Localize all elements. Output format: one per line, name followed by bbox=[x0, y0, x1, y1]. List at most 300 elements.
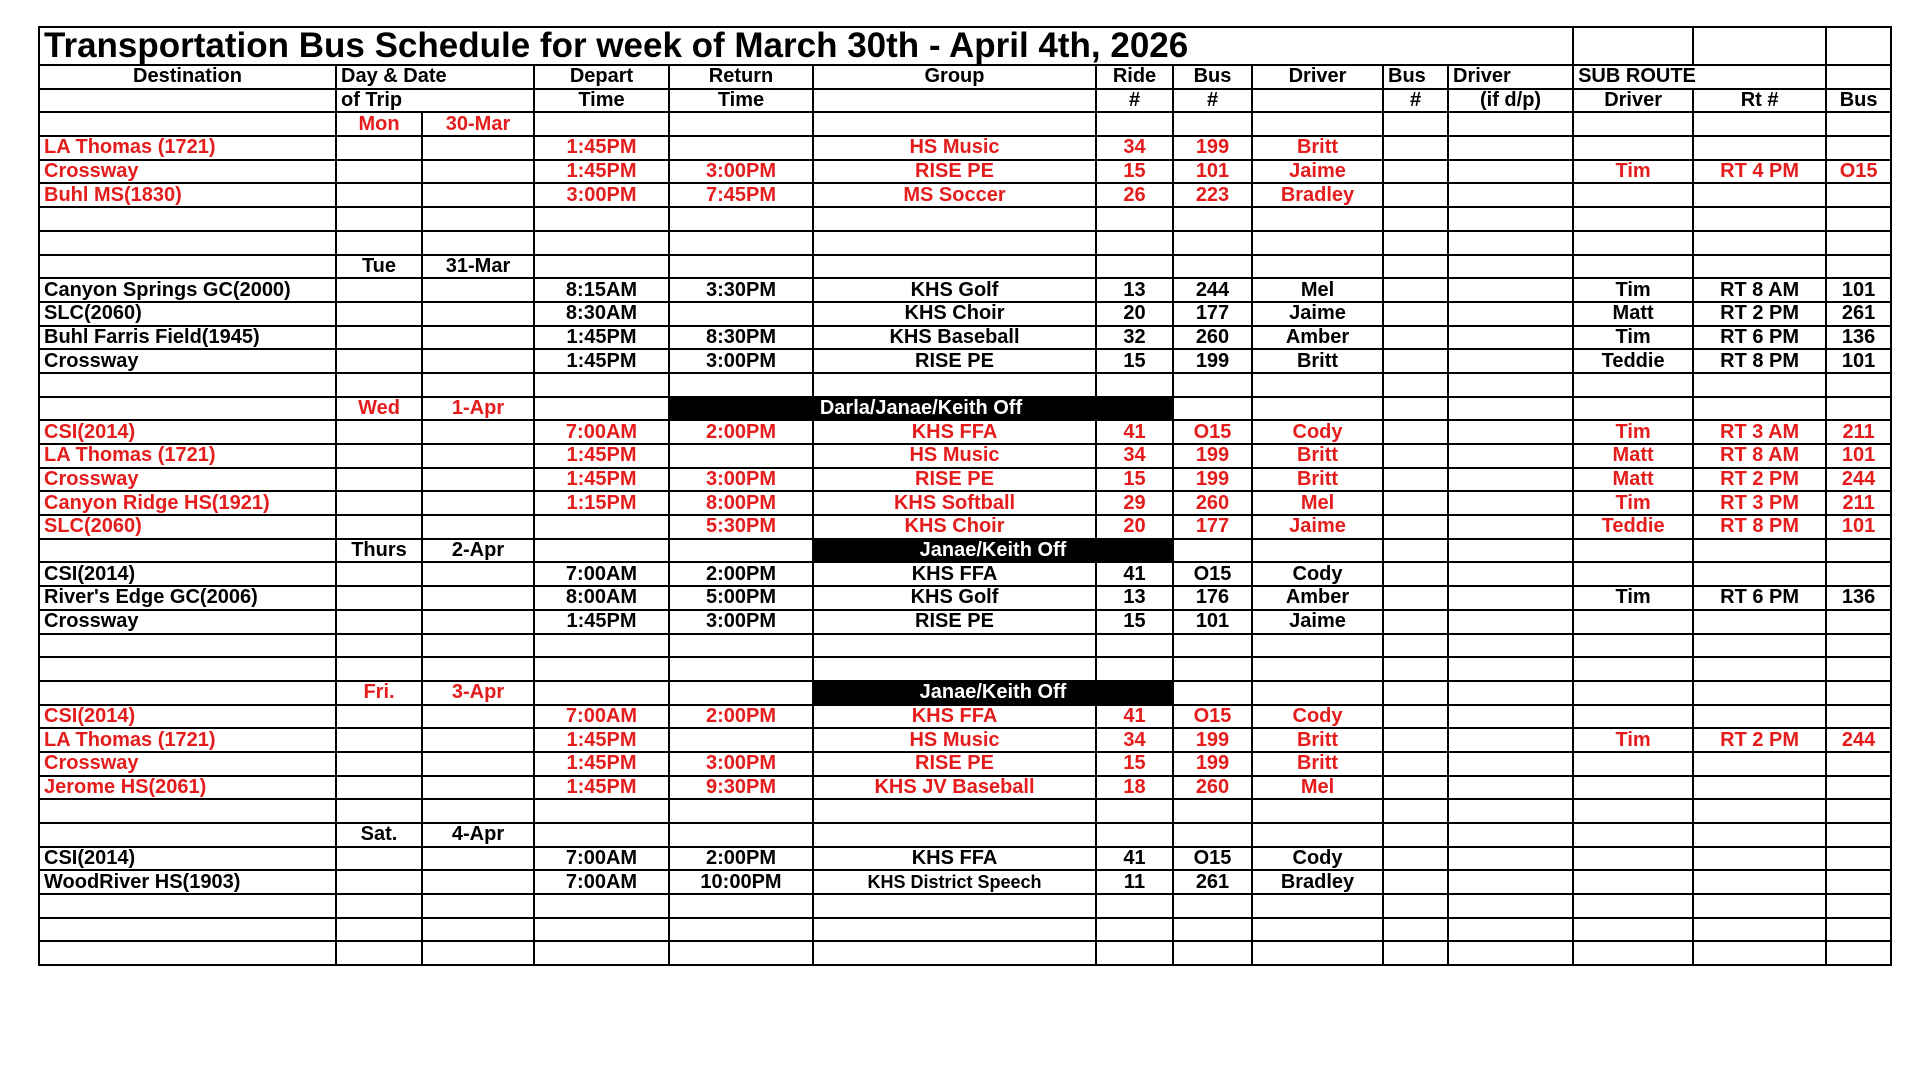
header-sub-bus: Bus bbox=[1826, 89, 1891, 113]
driver2-cell bbox=[1448, 468, 1573, 492]
empty-cell bbox=[1383, 681, 1448, 705]
empty-cell bbox=[336, 326, 422, 350]
empty-cell bbox=[1383, 823, 1448, 847]
driver2-cell bbox=[1448, 870, 1573, 894]
depart-time-cell: 1:45PM bbox=[534, 444, 669, 468]
ride-count-cell: 29 bbox=[1096, 491, 1173, 515]
empty-cell bbox=[1826, 681, 1891, 705]
blank-row bbox=[39, 894, 1891, 918]
driver-cell: Mel bbox=[1252, 278, 1383, 302]
sub-driver-cell bbox=[1573, 776, 1693, 800]
sub-bus-cell bbox=[1826, 752, 1891, 776]
ride-count-cell: 15 bbox=[1096, 610, 1173, 634]
sub-driver-cell bbox=[1573, 752, 1693, 776]
return-time-cell: 7:45PM bbox=[669, 183, 813, 207]
empty-cell bbox=[1096, 941, 1173, 965]
empty-cell bbox=[1693, 823, 1826, 847]
trip-row bbox=[39, 468, 1891, 492]
empty-cell bbox=[1448, 373, 1573, 397]
depart-time-cell: 8:30AM bbox=[534, 302, 669, 326]
driver-cell: Britt bbox=[1252, 728, 1383, 752]
driver2-cell bbox=[1448, 705, 1573, 729]
empty-cell bbox=[336, 847, 422, 871]
day-label: Mon bbox=[336, 112, 422, 136]
ride-count-cell: 15 bbox=[1096, 468, 1173, 492]
trip-row bbox=[39, 491, 1891, 515]
sub-route-cell: RT 6 PM bbox=[1693, 326, 1826, 350]
bus-number-cell: 176 bbox=[1173, 586, 1252, 610]
header-bus2: Bus bbox=[1383, 65, 1448, 89]
empty-cell bbox=[1826, 894, 1891, 918]
ride-count-cell: 15 bbox=[1096, 160, 1173, 184]
staff-off-banner: Darla/Janae/Keith Off bbox=[669, 397, 1173, 421]
bus-number-cell: O15 bbox=[1173, 562, 1252, 586]
empty-cell bbox=[669, 918, 813, 942]
bus2-cell bbox=[1383, 136, 1448, 160]
sub-route-cell: RT 8 PM bbox=[1693, 349, 1826, 373]
destination-cell: Buhl Farris Field(1945) bbox=[39, 326, 336, 350]
return-time-cell: 5:30PM bbox=[669, 515, 813, 539]
bus2-cell bbox=[1383, 562, 1448, 586]
empty-cell bbox=[422, 562, 534, 586]
empty-cell bbox=[1826, 634, 1891, 658]
empty-cell bbox=[813, 255, 1096, 279]
header-sub-driver: Driver bbox=[1573, 89, 1693, 113]
empty-cell bbox=[336, 918, 422, 942]
sub-route-cell bbox=[1693, 705, 1826, 729]
sub-driver-cell: Matt bbox=[1573, 444, 1693, 468]
destination-cell: Buhl MS(1830) bbox=[39, 183, 336, 207]
empty-cell bbox=[1096, 634, 1173, 658]
empty-cell bbox=[1252, 397, 1383, 421]
driver2-cell bbox=[1448, 326, 1573, 350]
driver2-cell bbox=[1448, 349, 1573, 373]
empty-cell bbox=[1826, 918, 1891, 942]
empty-cell bbox=[1383, 894, 1448, 918]
driver-cell: Mel bbox=[1252, 776, 1383, 800]
empty-cell bbox=[336, 160, 422, 184]
trip-row bbox=[39, 444, 1891, 468]
destination-cell: LA Thomas (1721) bbox=[39, 136, 336, 160]
sub-driver-cell: Tim bbox=[1573, 420, 1693, 444]
header-empty-cell bbox=[1252, 89, 1383, 113]
depart-time-cell: 1:45PM bbox=[534, 349, 669, 373]
staff-off-banner: Janae/Keith Off bbox=[813, 539, 1173, 563]
empty-cell bbox=[669, 823, 813, 847]
empty-cell bbox=[534, 112, 669, 136]
empty-cell bbox=[422, 302, 534, 326]
empty-cell bbox=[336, 894, 422, 918]
empty-cell bbox=[1573, 255, 1693, 279]
empty-cell bbox=[336, 705, 422, 729]
empty-cell bbox=[669, 207, 813, 231]
empty-cell bbox=[336, 799, 422, 823]
driver2-cell bbox=[1448, 183, 1573, 207]
ride-count-cell: 11 bbox=[1096, 870, 1173, 894]
depart-time-cell: 7:00AM bbox=[534, 847, 669, 871]
depart-time-cell: 7:00AM bbox=[534, 420, 669, 444]
title-filler-cell bbox=[1573, 27, 1693, 65]
sub-route-cell bbox=[1693, 562, 1826, 586]
empty-cell bbox=[336, 610, 422, 634]
sub-route-cell bbox=[1693, 847, 1826, 871]
destination-cell: CSI(2014) bbox=[39, 420, 336, 444]
day-label: Tue bbox=[336, 255, 422, 279]
return-time-cell: 3:00PM bbox=[669, 752, 813, 776]
empty-cell bbox=[813, 941, 1096, 965]
empty-cell bbox=[39, 799, 336, 823]
header-empty-cell bbox=[813, 89, 1096, 113]
empty-cell bbox=[422, 941, 534, 965]
bus-number-cell: O15 bbox=[1173, 847, 1252, 871]
title-filler-cell bbox=[1693, 27, 1826, 65]
ride-count-cell: 41 bbox=[1096, 847, 1173, 871]
driver-cell: Amber bbox=[1252, 586, 1383, 610]
group-cell: KHS Baseball bbox=[813, 326, 1096, 350]
empty-cell bbox=[1826, 397, 1891, 421]
empty-cell bbox=[336, 586, 422, 610]
trip-row bbox=[39, 326, 1891, 350]
group-cell: RISE PE bbox=[813, 610, 1096, 634]
group-cell: KHS District Speech bbox=[813, 870, 1096, 894]
destination-cell: Crossway bbox=[39, 752, 336, 776]
empty-cell bbox=[1383, 207, 1448, 231]
depart-time-cell: 1:45PM bbox=[534, 326, 669, 350]
header-of-trip: of Trip bbox=[336, 89, 534, 113]
empty-cell bbox=[336, 420, 422, 444]
empty-cell bbox=[1693, 255, 1826, 279]
sub-bus-cell: 101 bbox=[1826, 515, 1891, 539]
title-row bbox=[39, 27, 1891, 65]
ride-count-cell: 41 bbox=[1096, 420, 1173, 444]
empty-cell bbox=[1252, 207, 1383, 231]
date-label: 30-Mar bbox=[422, 112, 534, 136]
destination-cell: Canyon Springs GC(2000) bbox=[39, 278, 336, 302]
return-time-cell: 3:00PM bbox=[669, 610, 813, 634]
sub-driver-cell: Teddie bbox=[1573, 515, 1693, 539]
empty-cell bbox=[1383, 799, 1448, 823]
sub-route-cell: RT 8 PM bbox=[1693, 515, 1826, 539]
empty-cell bbox=[1096, 894, 1173, 918]
group-cell: HS Music bbox=[813, 444, 1096, 468]
empty-cell bbox=[422, 349, 534, 373]
bus-number-cell: 223 bbox=[1173, 183, 1252, 207]
empty-cell bbox=[1826, 373, 1891, 397]
return-time-cell bbox=[669, 728, 813, 752]
empty-cell bbox=[1252, 823, 1383, 847]
driver-cell: Jaime bbox=[1252, 515, 1383, 539]
trip-row bbox=[39, 870, 1891, 894]
driver-cell: Britt bbox=[1252, 468, 1383, 492]
empty-cell bbox=[336, 634, 422, 658]
ride-count-cell: 18 bbox=[1096, 776, 1173, 800]
blank-row bbox=[39, 799, 1891, 823]
empty-cell bbox=[669, 112, 813, 136]
trip-row bbox=[39, 586, 1891, 610]
empty-cell bbox=[1448, 823, 1573, 847]
empty-cell bbox=[336, 870, 422, 894]
trip-row bbox=[39, 847, 1891, 871]
empty-cell bbox=[422, 586, 534, 610]
header-sub-route: SUB ROUTE bbox=[1573, 65, 1826, 89]
bus2-cell bbox=[1383, 302, 1448, 326]
empty-cell bbox=[1252, 941, 1383, 965]
trip-row bbox=[39, 136, 1891, 160]
empty-cell bbox=[1448, 799, 1573, 823]
empty-cell bbox=[1826, 799, 1891, 823]
empty-cell bbox=[1693, 681, 1826, 705]
empty-cell bbox=[1173, 681, 1252, 705]
destination-cell: Crossway bbox=[39, 468, 336, 492]
bus-number-cell: 199 bbox=[1173, 728, 1252, 752]
empty-cell bbox=[1173, 634, 1252, 658]
header-group: Group bbox=[813, 65, 1096, 89]
empty-cell bbox=[336, 231, 422, 255]
bus-number-cell: O15 bbox=[1173, 420, 1252, 444]
empty-cell bbox=[1383, 657, 1448, 681]
empty-cell bbox=[1693, 799, 1826, 823]
sub-driver-cell bbox=[1573, 610, 1693, 634]
header-return: Return bbox=[669, 65, 813, 89]
empty-cell bbox=[1096, 373, 1173, 397]
blank-row bbox=[39, 373, 1891, 397]
empty-cell bbox=[1693, 657, 1826, 681]
sub-driver-cell bbox=[1573, 705, 1693, 729]
sub-driver-cell: Tim bbox=[1573, 160, 1693, 184]
empty-cell bbox=[1573, 634, 1693, 658]
date-label: 4-Apr bbox=[422, 823, 534, 847]
empty-cell bbox=[534, 657, 669, 681]
empty-cell bbox=[1448, 207, 1573, 231]
day-header-row bbox=[39, 823, 1891, 847]
empty-cell bbox=[1173, 231, 1252, 255]
empty-cell bbox=[534, 918, 669, 942]
depart-time-cell: 1:45PM bbox=[534, 610, 669, 634]
trip-row bbox=[39, 610, 1891, 634]
empty-cell bbox=[1693, 539, 1826, 563]
empty-cell bbox=[1573, 799, 1693, 823]
sub-driver-cell: Tim bbox=[1573, 728, 1693, 752]
empty-cell bbox=[1826, 255, 1891, 279]
empty-cell bbox=[1573, 681, 1693, 705]
empty-cell bbox=[422, 610, 534, 634]
empty-cell bbox=[336, 941, 422, 965]
ride-count-cell: 34 bbox=[1096, 136, 1173, 160]
sub-driver-cell bbox=[1573, 562, 1693, 586]
empty-cell bbox=[1826, 112, 1891, 136]
empty-cell bbox=[39, 894, 336, 918]
empty-cell bbox=[669, 634, 813, 658]
driver2-cell bbox=[1448, 491, 1573, 515]
trip-row bbox=[39, 349, 1891, 373]
bus-number-cell: 199 bbox=[1173, 136, 1252, 160]
sub-bus-cell: 136 bbox=[1826, 326, 1891, 350]
empty-cell bbox=[534, 799, 669, 823]
trip-row bbox=[39, 752, 1891, 776]
sub-route-cell bbox=[1693, 752, 1826, 776]
trip-row bbox=[39, 705, 1891, 729]
depart-time-cell: 8:15AM bbox=[534, 278, 669, 302]
empty-cell bbox=[1173, 894, 1252, 918]
sub-bus-cell: 211 bbox=[1826, 420, 1891, 444]
group-cell: KHS FFA bbox=[813, 705, 1096, 729]
empty-cell bbox=[1693, 918, 1826, 942]
driver2-cell bbox=[1448, 420, 1573, 444]
empty-cell bbox=[422, 870, 534, 894]
empty-cell bbox=[422, 515, 534, 539]
bus2-cell bbox=[1383, 515, 1448, 539]
empty-cell bbox=[336, 207, 422, 231]
empty-cell bbox=[669, 941, 813, 965]
empty-cell bbox=[1173, 657, 1252, 681]
empty-cell bbox=[669, 255, 813, 279]
driver2-cell bbox=[1448, 278, 1573, 302]
empty-cell bbox=[1693, 373, 1826, 397]
day-header-row bbox=[39, 397, 1891, 421]
header-depart-time: Time bbox=[534, 89, 669, 113]
sub-driver-cell bbox=[1573, 847, 1693, 871]
empty-cell bbox=[422, 207, 534, 231]
return-time-cell: 10:00PM bbox=[669, 870, 813, 894]
sub-route-cell: RT 3 PM bbox=[1693, 491, 1826, 515]
driver-cell: Cody bbox=[1252, 562, 1383, 586]
driver-cell: Britt bbox=[1252, 752, 1383, 776]
bus-schedule-table bbox=[38, 26, 1892, 966]
empty-cell bbox=[1573, 112, 1693, 136]
header-driver: Driver bbox=[1252, 65, 1383, 89]
bus-number-cell: 199 bbox=[1173, 752, 1252, 776]
empty-cell bbox=[1693, 231, 1826, 255]
empty-cell bbox=[336, 373, 422, 397]
empty-cell bbox=[336, 491, 422, 515]
return-time-cell bbox=[669, 136, 813, 160]
driver2-cell bbox=[1448, 515, 1573, 539]
blank-row bbox=[39, 918, 1891, 942]
empty-cell bbox=[336, 515, 422, 539]
bus2-cell bbox=[1383, 183, 1448, 207]
date-label: 1-Apr bbox=[422, 397, 534, 421]
date-label: 3-Apr bbox=[422, 681, 534, 705]
empty-cell bbox=[1096, 255, 1173, 279]
driver-cell: Britt bbox=[1252, 349, 1383, 373]
empty-cell bbox=[1383, 373, 1448, 397]
return-time-cell bbox=[669, 302, 813, 326]
empty-cell bbox=[1173, 207, 1252, 231]
depart-time-cell: 1:45PM bbox=[534, 752, 669, 776]
destination-cell: Crossway bbox=[39, 610, 336, 634]
empty-cell bbox=[669, 681, 813, 705]
header-return-time: Time bbox=[669, 89, 813, 113]
sub-bus-cell: 211 bbox=[1826, 491, 1891, 515]
title-filler-cell bbox=[1826, 27, 1891, 65]
group-cell: KHS Golf bbox=[813, 278, 1096, 302]
driver2-cell bbox=[1448, 752, 1573, 776]
sub-driver-cell bbox=[1573, 183, 1693, 207]
sub-route-cell bbox=[1693, 870, 1826, 894]
empty-cell bbox=[1826, 657, 1891, 681]
bus2-cell bbox=[1383, 278, 1448, 302]
empty-cell bbox=[1173, 918, 1252, 942]
empty-cell bbox=[1096, 799, 1173, 823]
depart-time-cell: 7:00AM bbox=[534, 562, 669, 586]
bus-number-cell: 261 bbox=[1173, 870, 1252, 894]
empty-cell bbox=[1693, 941, 1826, 965]
empty-cell bbox=[1573, 941, 1693, 965]
empty-cell bbox=[813, 918, 1096, 942]
day-label: Fri. bbox=[336, 681, 422, 705]
empty-cell bbox=[1693, 207, 1826, 231]
driver-cell: Amber bbox=[1252, 326, 1383, 350]
empty-cell bbox=[336, 444, 422, 468]
group-cell: KHS Choir bbox=[813, 515, 1096, 539]
bus-number-cell: 177 bbox=[1173, 515, 1252, 539]
group-cell: KHS Softball bbox=[813, 491, 1096, 515]
sub-bus-cell bbox=[1826, 776, 1891, 800]
empty-cell bbox=[1573, 539, 1693, 563]
day-label: Wed bbox=[336, 397, 422, 421]
empty-cell bbox=[1383, 112, 1448, 136]
sub-route-cell bbox=[1693, 776, 1826, 800]
depart-time-cell: 1:45PM bbox=[534, 160, 669, 184]
empty-cell bbox=[1173, 823, 1252, 847]
empty-cell bbox=[336, 728, 422, 752]
empty-cell bbox=[422, 420, 534, 444]
sub-bus-cell bbox=[1826, 183, 1891, 207]
bus2-cell bbox=[1383, 776, 1448, 800]
driver2-cell bbox=[1448, 160, 1573, 184]
ride-count-cell: 20 bbox=[1096, 302, 1173, 326]
empty-cell bbox=[1173, 799, 1252, 823]
header-bus2-num: # bbox=[1383, 89, 1448, 113]
sub-bus-cell: 101 bbox=[1826, 349, 1891, 373]
depart-time-cell: 8:00AM bbox=[534, 586, 669, 610]
empty-cell bbox=[1448, 918, 1573, 942]
destination-cell: WoodRiver HS(1903) bbox=[39, 870, 336, 894]
header-row-2 bbox=[39, 89, 1891, 113]
driver2-cell bbox=[1448, 586, 1573, 610]
day-header-row bbox=[39, 112, 1891, 136]
sub-driver-cell bbox=[1573, 870, 1693, 894]
ride-count-cell: 15 bbox=[1096, 349, 1173, 373]
sub-route-cell: RT 2 PM bbox=[1693, 302, 1826, 326]
empty-cell bbox=[1096, 231, 1173, 255]
sub-driver-cell: Teddie bbox=[1573, 349, 1693, 373]
blank-row bbox=[39, 634, 1891, 658]
empty-cell bbox=[1573, 207, 1693, 231]
driver-cell: Mel bbox=[1252, 491, 1383, 515]
header-depart: Depart bbox=[534, 65, 669, 89]
trip-row bbox=[39, 183, 1891, 207]
empty-cell bbox=[422, 231, 534, 255]
empty-cell bbox=[1383, 231, 1448, 255]
empty-cell bbox=[39, 539, 336, 563]
destination-cell: Crossway bbox=[39, 160, 336, 184]
empty-cell bbox=[1693, 112, 1826, 136]
empty-cell bbox=[336, 468, 422, 492]
driver2-cell bbox=[1448, 136, 1573, 160]
sub-route-cell: RT 8 AM bbox=[1693, 444, 1826, 468]
empty-cell bbox=[336, 657, 422, 681]
return-time-cell: 3:30PM bbox=[669, 278, 813, 302]
destination-cell: SLC(2060) bbox=[39, 302, 336, 326]
empty-cell bbox=[1096, 112, 1173, 136]
bus-number-cell: 101 bbox=[1173, 160, 1252, 184]
empty-cell bbox=[1173, 255, 1252, 279]
return-time-cell: 9:30PM bbox=[669, 776, 813, 800]
empty-cell bbox=[39, 941, 336, 965]
sub-route-cell bbox=[1693, 136, 1826, 160]
trip-row bbox=[39, 278, 1891, 302]
